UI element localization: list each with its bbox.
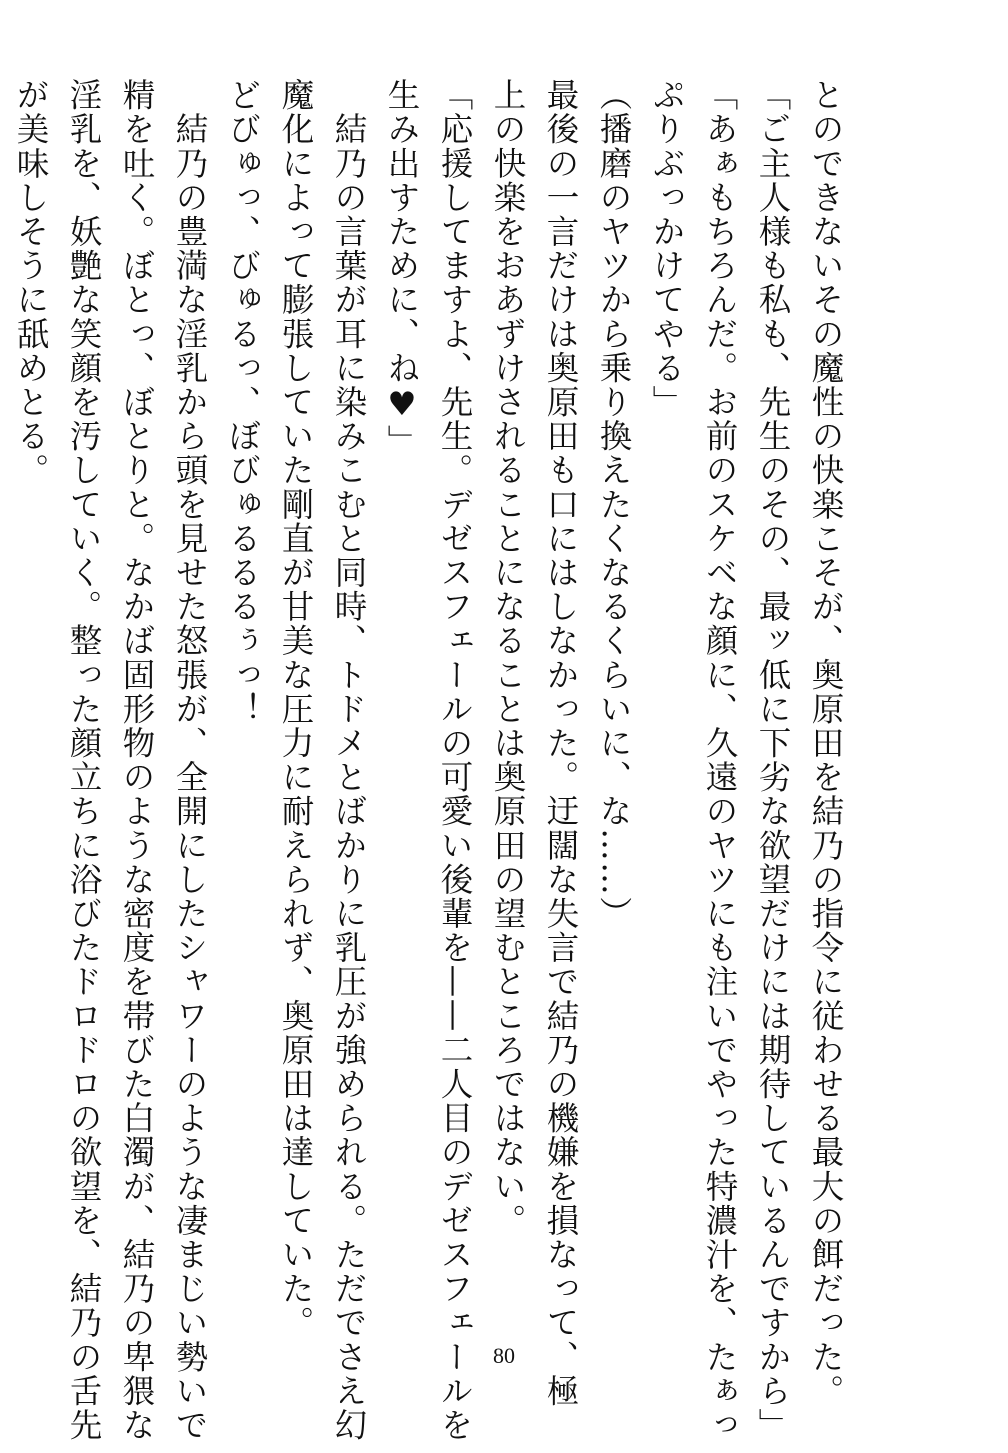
text-line: 魔化によって膨張していた剛直が甘美な圧力に耐えられず、奥原田は達していた。 bbox=[277, 78, 315, 1340]
text-line: （播磨のヤツから乗り換えたくなるくらいに、な……） bbox=[595, 78, 633, 931]
text-line: 生み出すために、ね♥」 bbox=[383, 78, 421, 459]
text-line: どびゅっ、びゅるっ、ぼびゅるるるぅっ！ bbox=[224, 78, 262, 726]
text-line: 結乃の言葉が耳に染みこむと同時、トドメとばかりに乳圧が強められる。ただでさえ幻 bbox=[330, 78, 368, 1442]
text-line: が美味しそうに舐めとる。 bbox=[12, 78, 50, 488]
text-line: 「ご主人様も私も、先生のその、最ッ低に下劣な欲望だけには期待しているんですから」 bbox=[754, 78, 792, 1442]
text-line: 淫乳を、妖艶な笑顔を汚していく。整った顔立ちに浴びたドロドロの欲望を、結乃の舌先 bbox=[65, 78, 103, 1442]
text-line: 上の快楽をおあずけされることになることは奥原田の望むところではない。 bbox=[489, 78, 527, 1238]
vertical-text-block bbox=[12, 78, 852, 1442]
text-line: 「あぁもちろんだ。お前のスケベな顔に、久遠のヤツにも注いでやった特濃汁を、たぁっ bbox=[701, 78, 739, 1442]
text-line bbox=[0, 78, 4, 1388]
text-line: 結乃の豊満な淫乳から頭を見せた怒張が、全開にしたシャワーのような凄まじい勢いで bbox=[171, 78, 209, 1442]
text-line: 最後の一言だけは奥原田も口にはしなかった。迂闊な失言で結乃の機嫌を損なって、極 bbox=[542, 78, 580, 1408]
text-line: ぷりぶっかけてやる」 bbox=[648, 78, 686, 419]
text-line: 「応援してますよ、先生。デゼスフェールの可愛い後輩を——二人目のデゼスフェールを bbox=[436, 78, 474, 1442]
text-line: 精を吐く。ぼとっ、ぼとりと。なかば固形物のような密度を帯びた白濁が、結乃の卑猥な bbox=[118, 78, 156, 1442]
page-number: 80 bbox=[493, 1343, 515, 1368]
text-line: とのできないその魔性の快楽こそが、奥原田を結乃の指令に従わせる最大の餌だった。 bbox=[807, 78, 845, 1408]
